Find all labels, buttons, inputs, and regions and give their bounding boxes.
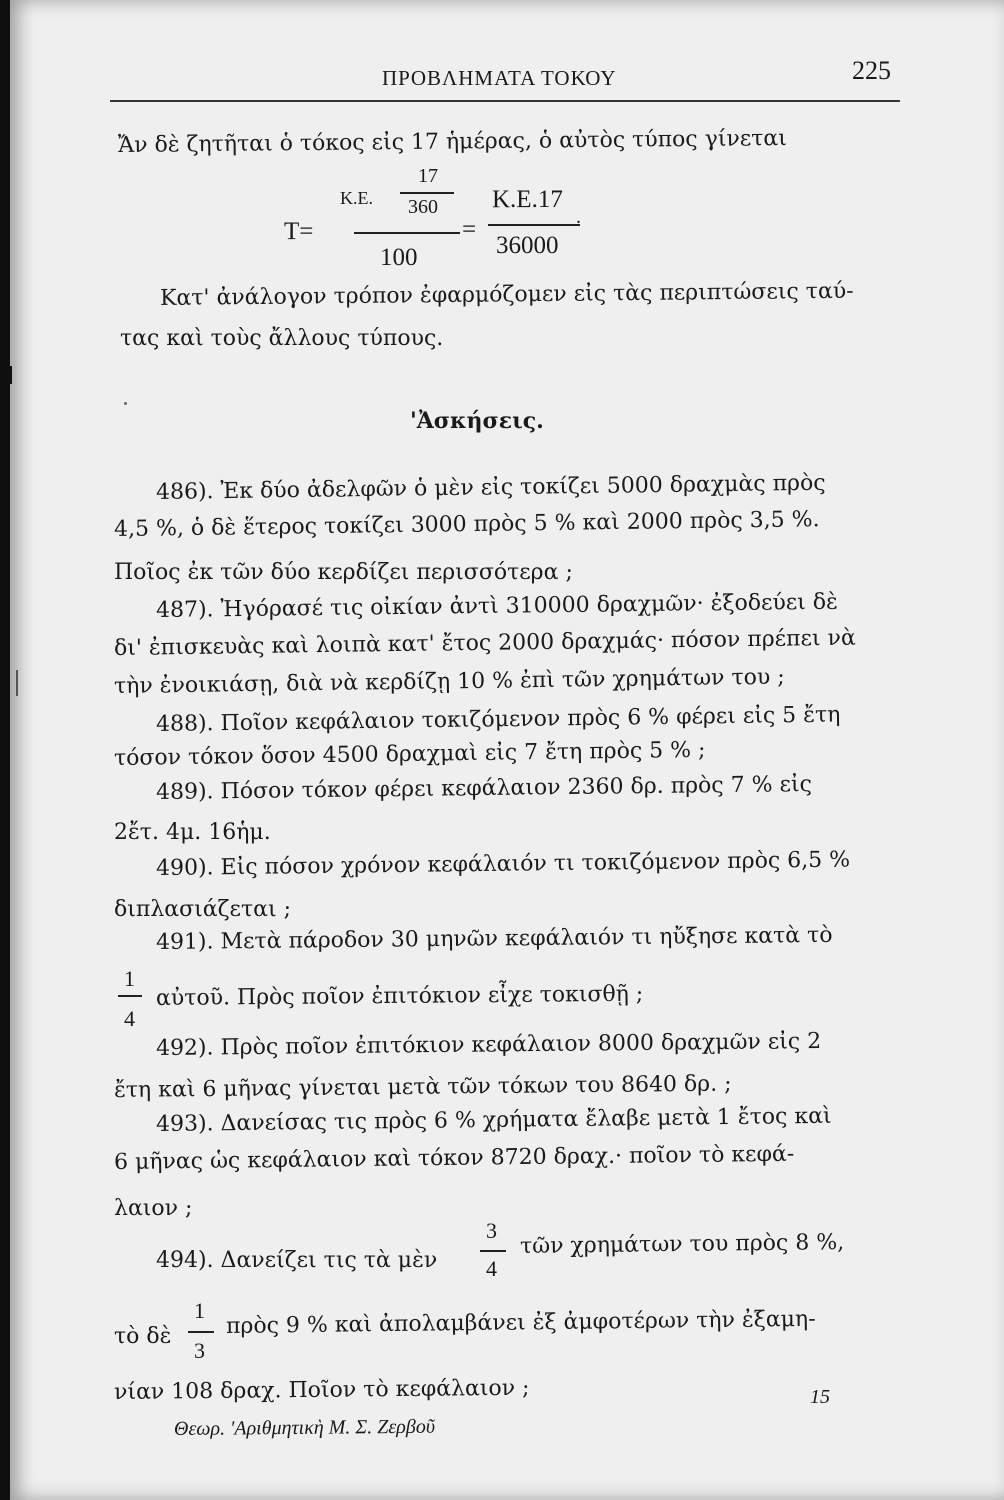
analog-line-1: Κατ' ἀνάλογον τρόπον ἐφαρμόζομεν εἰς τὰς περιπτώσεις ταύ-	[159, 278, 854, 311]
problem-489-line-2: 2ἔτ. 4μ. 16ἡμ.	[114, 820, 271, 845]
problem-486-line-2: 4,5 %, ὁ δὲ ἕτερος τοκίζει 3000 πρὸς 5 % καὶ 2000 πρὸς 3,5 %.	[113, 507, 820, 542]
problem-493-line-3: λαιον ;	[114, 1196, 193, 1221]
formula-outer-denominator: 100	[380, 244, 418, 271]
formula-rhs-numerator: Κ.Ε.17	[492, 186, 563, 213]
scan-mark-left	[8, 366, 12, 384]
problem-487-line-2: δι' ἐπισκευὰς καὶ λοιπὰ κατ' ἔτος 2000 δραχμάς· πόσον πρέπει νὰ	[113, 625, 856, 661]
formula-inner-denominator: 360	[408, 196, 438, 218]
formula-main-bar	[354, 232, 460, 234]
problem-486-line-3: Ποῖος ἐκ τῶν δύο κερδίζει περισσότερα ;	[114, 560, 573, 585]
problem-490-line-2: διπλασιάζεται ;	[114, 897, 292, 922]
problem-488-line-2: τόσον τόκον ὅσον 4500 δραχμαὶ εἰς 7 ἔτη πρὸς 5 % ;	[113, 737, 706, 771]
problem-493-line-1: 493). Δανείσας τις πρὸς 6 % χρήματα ἔλαβε μετὰ 1 ἔτος καὶ	[155, 1103, 832, 1137]
section-title: 'Ἀσκήσεις.	[410, 408, 544, 434]
problem-494-line-3: νίαν 108 δραχ. Ποῖον τὸ κεφάλαιον ;	[113, 1375, 530, 1405]
problem-491-fraction-bar	[118, 995, 142, 997]
intro-line: Ἄν δὲ ζητῆται ὁ τόκος εἰς 17 ἡμέρας, ὁ αὐτὸς τύπος γίνεται	[117, 125, 787, 158]
problem-489-line-1: 489). Πόσον τόκον φέρει κεφάλαιον 2360 δρ. πρὸς 7 % εἰς	[155, 771, 813, 805]
problem-491-fraction-denominator: 4	[124, 1006, 135, 1031]
header-rule	[110, 100, 900, 102]
formula-lhs: Τ=	[284, 218, 314, 245]
printer-signature: 15	[810, 1386, 830, 1408]
formula-rhs-bar	[488, 224, 580, 226]
footer-attribution: Θεωρ. 'Αριθμητικὴ Μ. Σ. Ζερβοῦ	[173, 1415, 436, 1440]
problem-494-fraction-1-numerator: 3	[486, 1218, 497, 1243]
problem-493-line-2: 6 μῆνας ὡς κεφάλαιον καὶ τόκον 8720 δραχ.· ποῖον τὸ κεφά-	[113, 1141, 795, 1175]
problem-488-line-1: 488). Ποῖον κεφάλαιον τοκιζόμενον πρὸς 6 % φέρει εἰς 5 ἔτη	[155, 702, 841, 737]
problem-491-line-1: 491). Μετὰ πάροδον 30 μηνῶν κεφάλαιόν τι ηὔξησε κατὰ τὸ	[155, 922, 833, 955]
problem-492-line-2: ἔτη καὶ 6 μῆνας γίνεται μετὰ τῶν τόκων του 8640 δρ. ;	[113, 1071, 732, 1103]
problem-487-line-3: τὴν ἐνοικιάσῃ, διὰ νὰ κερδίζῃ 10 % ἐπὶ τῶν χρημάτων του ;	[113, 664, 785, 699]
scan-mark-left-2	[16, 670, 18, 696]
formula-inner-prefix: Κ.Ε.	[340, 188, 373, 208]
book-page	[10, 0, 1004, 1500]
problem-491-fraction-numerator: 1	[124, 966, 135, 991]
problem-494-line-2-start: τὸ δὲ	[114, 1324, 172, 1349]
page-number: 225	[852, 56, 891, 85]
analog-line-2: τας καὶ τοὺς ἄλλους τύπους.	[120, 326, 444, 351]
problem-494-fraction-2-denominator: 3	[194, 1338, 205, 1363]
problem-494-fraction-1-bar	[480, 1250, 506, 1252]
formula-end: .	[576, 206, 581, 228]
problem-490-line-1: 490). Εἰς πόσον χρόνον κεφάλαιόν τι τοκιζόμενον πρὸς 6,5 %	[155, 847, 851, 881]
formula-inner-bar	[400, 192, 454, 194]
problem-494-line-2-end: πρὸς 9 % καὶ ἀπολαμβάνει ἐξ ἀμφοτέρων τὴν ἐξαμη-	[225, 1306, 816, 1339]
problem-486-line-1: 486). Ἐκ δύο ἀδελφῶν ὁ μὲν εἰς τοκίζει 5000 δραχμὰς πρὸς	[155, 470, 826, 505]
problem-494-fraction-1-denominator: 4	[486, 1256, 497, 1281]
problem-491-line-2: αὐτοῦ. Πρὸς ποῖον ἐπιτόκιον εἶχε τοκισθῇ ;	[155, 981, 644, 1011]
running-header: ΠΡΟΒΛΗΜΑΤΑ ΤΟΚΟΥ	[382, 66, 617, 90]
problem-494-fraction-2-numerator: 1	[194, 1298, 205, 1323]
formula-inner-numerator: 17	[418, 165, 438, 187]
speck	[124, 402, 127, 405]
problem-494-fraction-2-bar	[188, 1331, 214, 1333]
problem-492-line-1: 492). Πρὸς ποῖον ἐπιτόκιον κεφάλαιον 8000 δραχμῶν εἰς 2	[155, 1029, 822, 1061]
problem-494-line-1-start: 494). Δανείζει τις τὰ μὲν	[156, 1248, 438, 1273]
problem-494-line-1-end: τῶν χρημάτων του πρὸς 8 %,	[519, 1230, 845, 1259]
problem-487-line-1: 487). Ἠγόρασέ τις οἰκίαν ἀντὶ 310000 δραχμῶν· ἐξοδεύει δὲ	[155, 589, 839, 623]
formula-equals: =	[462, 216, 477, 243]
formula-rhs-denominator: 36000	[496, 232, 559, 259]
